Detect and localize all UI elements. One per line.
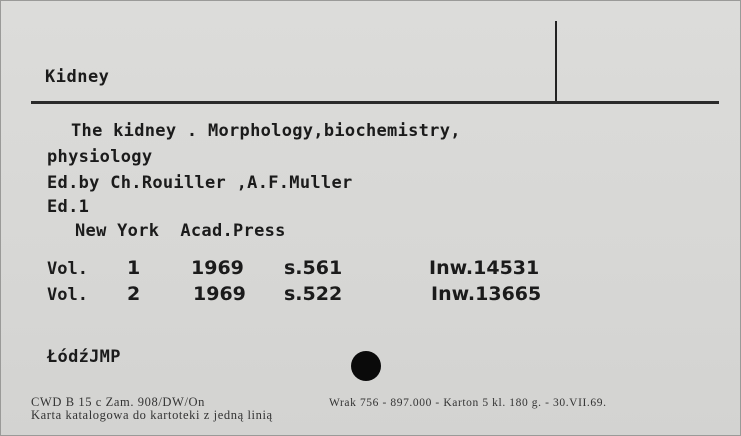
edition-line: Ed.1 [47, 197, 90, 217]
volume-year: 1969 [191, 257, 244, 279]
title-line-2: physiology [47, 147, 153, 167]
printer-imprint: CWD B 15 c Zam. 908/DW/On [31, 395, 206, 409]
heading-vertical-rule [555, 21, 557, 101]
volume-pages: s.522 [284, 283, 343, 305]
location-mark: ŁódźJMP [47, 347, 121, 367]
subject-heading: Kidney [45, 67, 110, 87]
volume-number: 2 [127, 283, 141, 305]
heading-horizontal-rule [31, 101, 719, 104]
editors-line: Ed.by Ch.Rouiller ,A.F.Muller [47, 173, 353, 193]
volume-label: Vol. [47, 259, 88, 279]
card-type-note: Karta katalogowa do kartoteki z jedną linią [31, 408, 273, 422]
inventory-number: Inw.13665 [431, 283, 542, 305]
volume-number: 1 [127, 257, 141, 279]
print-run-info: Wrak 756 - 897.000 - Karton 5 kl. 180 g. - 30.VII.69. [329, 397, 607, 409]
imprint-line: New York Acad.Press [75, 221, 286, 241]
title-line-1: The kidney . Morphology,biochemistry, [71, 121, 461, 141]
punch-hole [351, 351, 381, 381]
volume-label: Vol. [47, 285, 88, 305]
inventory-number: Inw.14531 [429, 257, 540, 279]
volume-pages: s.561 [284, 257, 343, 279]
volume-year: 1969 [193, 283, 246, 305]
